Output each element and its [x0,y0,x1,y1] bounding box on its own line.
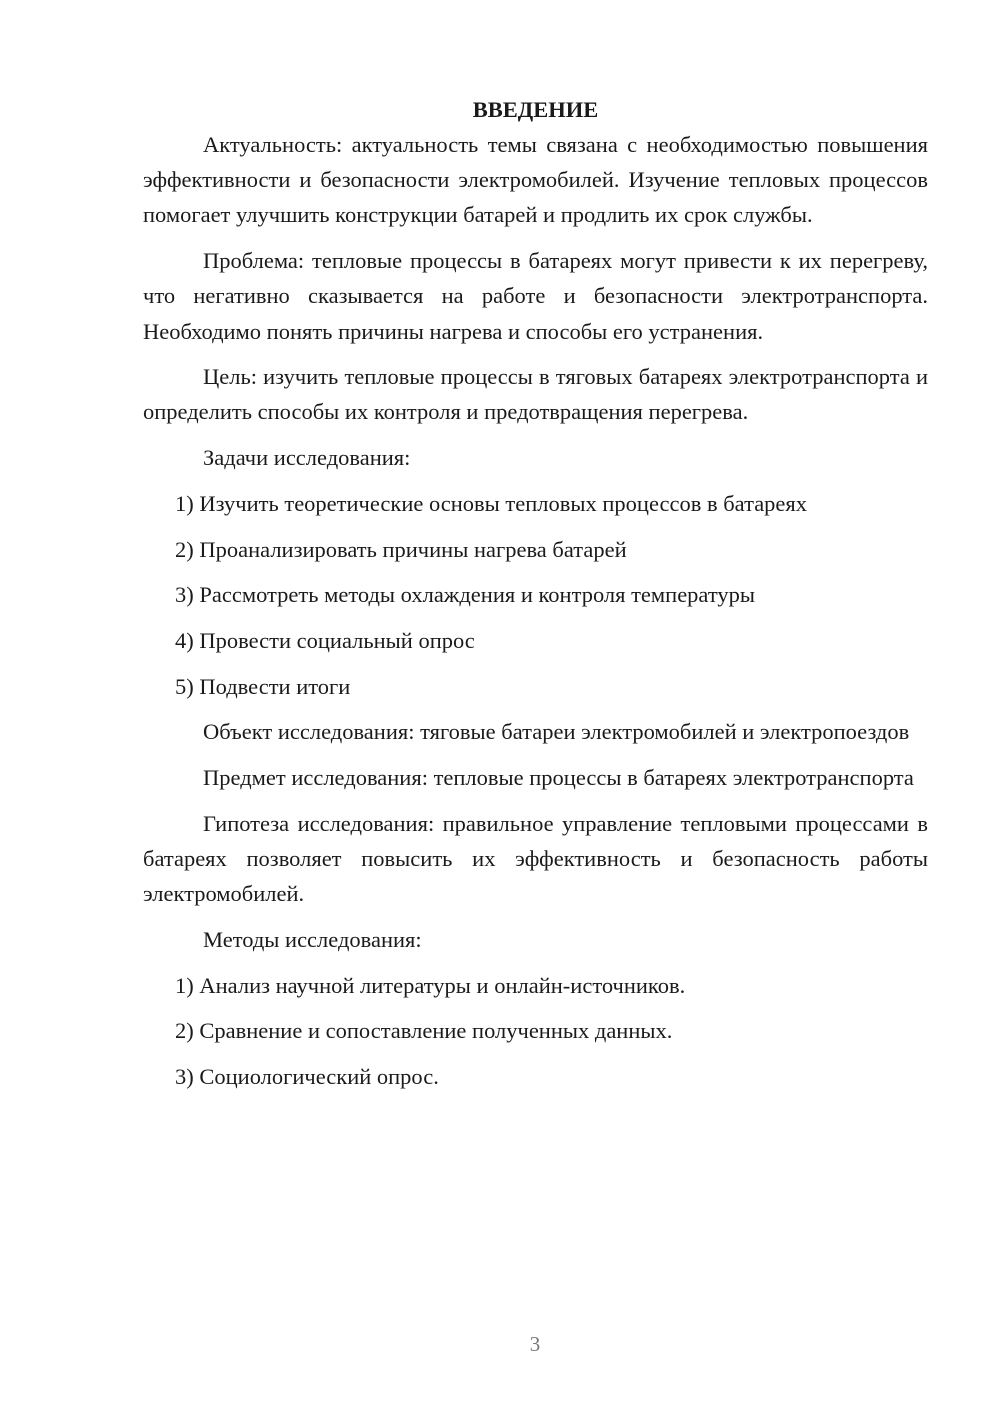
method-item: 1) Анализ научной литературы и онлайн-источников. [175,972,686,998]
task-item: 5) Подвести итоги [175,673,351,699]
paragraph-hypothesis: Гипотеза исследования: правильное управление тепловыми процессами в батареях позволяет повысить их эффективность и безопасность работы электромобилей. [143,810,928,907]
tasks-heading: Задачи исследования: [203,445,411,471]
method-item: 3) Социологический опрос. [175,1063,439,1089]
paragraph-object: Объект исследования: тяговые батареи электромобилей и электропоездов [203,719,910,745]
page-number: 3 [529,1332,541,1356]
method-item: 2) Сравнение и сопоставление полученных данных. [175,1018,673,1044]
task-item: 2) Проанализировать причины нагрева батарей [175,536,627,562]
document-page [143,92,928,1105]
task-item: 1) Изучить теоретические основы тепловых процессов в батареях [175,490,808,516]
paragraph-relevance: Актуальность: актуальность темы связана с необходимостью повышения эффективности и безопасности электромобилей. Изучение тепловых процессов помогает улучшить конструкции батарей и продлить их срок службы. [143,132,928,228]
paragraph-goal: Цель: изучить тепловые процессы в тяговых батареях электротранспорта и определить способы их контроля и предотвращения перегрева. [143,364,928,425]
task-item: 4) Провести социальный опрос [175,627,475,653]
paragraph-problem: Проблема: тепловые процессы в батареях могут привести к их перегреву, что негативно сказывается на работе и безопасности электротранспорта. Необходимо понять причины нагрева и способы его устранения. [143,248,928,344]
task-item: 3) Рассмотреть методы охлаждения и контроля температуры [175,582,755,608]
paragraph-subject: Предмет исследования: тепловые процессы в батареях электротранспорта [203,765,914,791]
section-title: ВВЕДЕНИЕ [472,97,599,122]
methods-heading: Методы исследования: [203,926,422,952]
